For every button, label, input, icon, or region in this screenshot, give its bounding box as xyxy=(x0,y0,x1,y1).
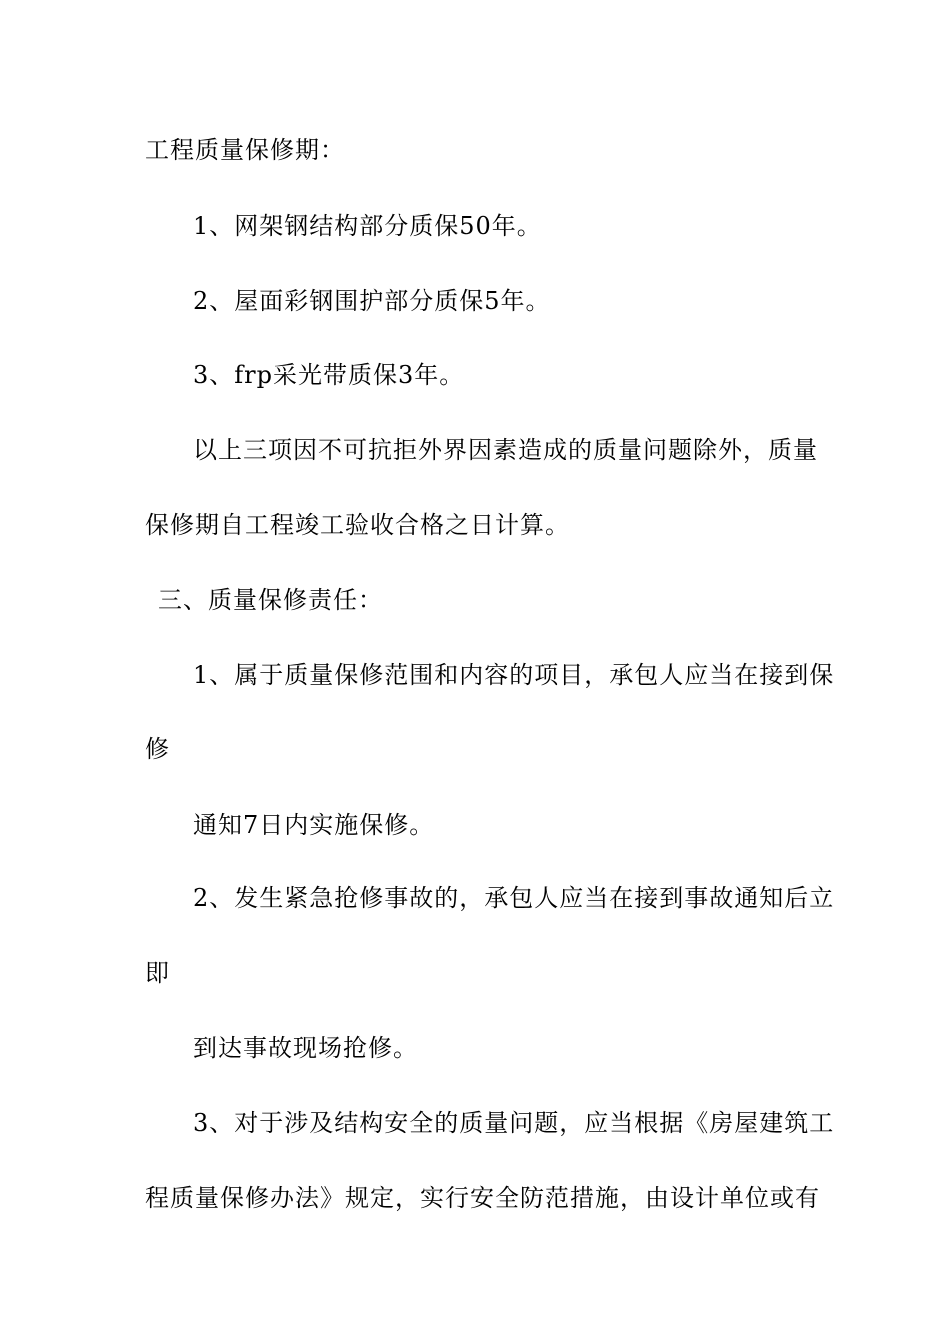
paragraph-line: 2、屋面彩钢围护部分质保5年。 xyxy=(193,287,551,315)
paragraph-line: 保修期自工程竣工验收合格之日计算。 xyxy=(145,511,570,539)
paragraph-line: 2、发生紧急抢修事故的，承包人应当在接到事故通知后立 xyxy=(193,884,835,912)
warranty-period-heading: 工程质量保修期： xyxy=(145,136,345,164)
paragraph-line: 3、frp采光带质保3年。 xyxy=(193,361,465,389)
paragraph-line: 1、属于质量保修范围和内容的项目，承包人应当在接到保 xyxy=(193,661,835,689)
paragraph-line: 1、网架钢结构部分质保50年。 xyxy=(193,212,542,240)
section-heading: 三、质量保修责任： xyxy=(158,586,383,614)
paragraph-line: 修 xyxy=(145,735,170,763)
paragraph-line: 3、对于涉及结构安全的质量问题，应当根据《房屋建筑工 xyxy=(193,1109,835,1137)
paragraph-line: 即 xyxy=(145,959,170,987)
paragraph-line: 通知7日内实施保修。 xyxy=(193,811,435,839)
paragraph-line: 到达事故现场抢修。 xyxy=(193,1034,418,1062)
paragraph-line: 以上三项因不可抗拒外界因素造成的质量问题除外，质量 xyxy=(193,436,818,464)
paragraph-line: 程质量保修办法》规定，实行安全防范措施，由设计单位或有 xyxy=(145,1184,820,1212)
